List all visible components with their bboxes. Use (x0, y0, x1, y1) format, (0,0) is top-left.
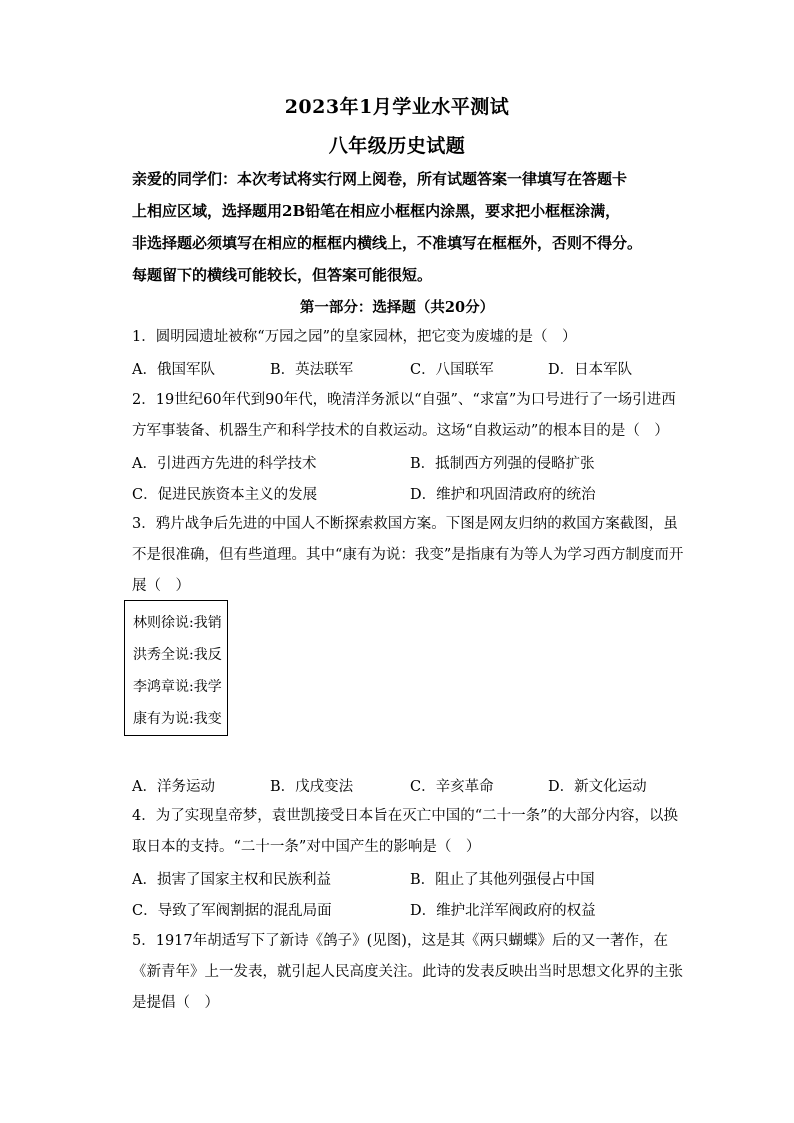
exam-subtitle: 八年级历史试题 (328, 135, 466, 157)
section-heading: 第一部分：选择题（共20分） (299, 299, 495, 316)
option-d: D．日本军队 (548, 362, 633, 378)
quote-line: 李鸿章说:我学 (133, 679, 222, 695)
option-c: C．辛亥革命 (410, 779, 494, 795)
instruction-line: 每题留下的横线可能较长，但答案可能很短。 (132, 266, 433, 284)
option-a: A．损害了国家主权和民族利益 (132, 872, 331, 888)
question-5-stem: 5．1917年胡适写下了新诗《鸽子》(见图)，这是其《两只蝴蝶》后的又一著作，在 (132, 933, 668, 949)
quote-line: 林则徐说:我销 (133, 615, 222, 631)
option-a: A．俄国军队 (132, 362, 215, 378)
question-2-stem: 方军事装备、机器生产和科学技术的自救运动。这场“自救运动”的根本目的是（ ） (132, 423, 669, 439)
instruction-line: 非选择题必须填写在相应的框框内横线上，不准填写在框框外，否则不得分。 (132, 234, 643, 252)
question-4-stem: 取日本的支持。“二十一条”对中国产生的影响是（ ） (132, 839, 481, 855)
instruction-line: 亲爱的同学们：本次考试将实行网上阅卷，所有试题答案一律填写在答题卡 (132, 170, 628, 188)
quote-screenshot-box (124, 600, 228, 736)
question-3-options (132, 775, 672, 795)
option-c: C．促进民族资本主义的发展 (132, 487, 318, 503)
question-4-options (132, 899, 672, 919)
option-b: B．戊戌变法 (270, 779, 354, 795)
question-3-stem: 3．鸦片战争后先进的中国人不断探索救国方案。下图是网友归纳的救国方案截图，虽 (132, 516, 678, 532)
quote-line: 康有为说:我变 (133, 711, 222, 727)
question-3-stem: 展（ ） (132, 578, 190, 594)
question-1-options (132, 358, 672, 378)
question-2-options (132, 483, 672, 503)
option-c: C．导致了军阀割据的混乱局面 (132, 903, 332, 919)
option-b: B．抵制西方列强的侵略扩张 (410, 456, 595, 472)
question-1-stem: 1．圆明园遗址被称“万园之园”的皇家园林，把它变为废墟的是（ ） (132, 329, 577, 345)
question-2-stem: 2．19世纪60年代到90年代，晚清洋务派以“自强”、“求富”为口号进行了一场引进西 (132, 392, 676, 408)
question-5-stem: 《新青年》上一发表，就引起人民高度关注。此诗的发表反映出当时思想文化界的主张 (132, 964, 683, 980)
instruction-line: 上相应区域，选择题用2B铅笔在相应小框框内涂黑，要求把小框框涂满， (132, 202, 621, 220)
question-2-options (132, 452, 672, 472)
option-b: B．英法联军 (270, 362, 354, 378)
option-d: D．维护北洋军阀政府的权益 (410, 903, 596, 919)
question-4-options (132, 868, 672, 888)
question-5-stem: 是提倡（ ） (132, 995, 219, 1011)
option-d: D．新文化运动 (548, 779, 647, 795)
option-a: A．洋务运动 (132, 779, 215, 795)
exam-title: 2023年1月学业水平测试 (284, 96, 510, 118)
question-4-stem: 4．为了实现皇帝梦，袁世凯接受日本旨在灭亡中国的“二十一条”的大部分内容，以换 (132, 808, 679, 824)
option-c: C．八国联军 (410, 362, 494, 378)
option-a: A．引进西方先进的科学技术 (132, 456, 317, 472)
question-3-stem: 不是很准确，但有些道理。其中“康有为说：我变”是指康有为等人为学习西方制度而开 (132, 547, 684, 563)
quote-line: 洪秀全说:我反 (133, 647, 222, 663)
option-b: B．阻止了其他列强侵占中国 (410, 872, 595, 888)
option-d: D．维护和巩固清政府的统治 (410, 487, 596, 503)
